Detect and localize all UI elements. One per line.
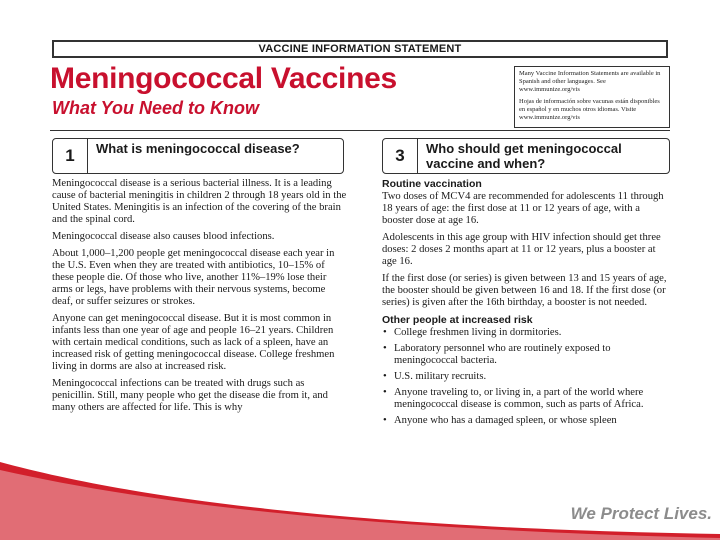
list-item: • U.S. military recruits. — [382, 371, 670, 383]
section-3-body — [382, 178, 670, 431]
list-item: • College freshmen living in dormitories. — [382, 327, 670, 339]
section-1-number: 1 — [53, 139, 88, 173]
increased-risk-heading: Other people at increased risk — [382, 314, 533, 326]
translation-note-spanish: Hojas de información sobre vacunas están disponibles en español y en muchos otros idiomas. Visite www.immunize.org/vis — [519, 98, 660, 121]
section-3-paragraph: Adolescents in this age group with HIV infection should get three doses: 2 doses 2 months apart at 11 or 12 years, plus a booster at age 16. — [382, 232, 661, 267]
document-title: Meningococcal Vaccines — [50, 62, 397, 95]
section-1-title: What is meningococcal disease? — [96, 141, 300, 156]
header-divider — [50, 130, 670, 131]
section-1-paragraph: Meningococcal infections can be treated with drugs such as penicillin. Still, many people who get the disease die from it, and many others are affected for life. This is why — [52, 378, 328, 413]
list-item: • Anyone who has a damaged spleen, or whose spleen — [382, 415, 670, 427]
increased-risk-list — [382, 327, 670, 427]
section-3-title: Who should get meningococcal vaccine and when? — [426, 141, 622, 171]
list-item: • Anyone traveling to, or living in, a part of the world where meningococcal disease is common, such as parts of Africa. — [382, 387, 670, 411]
section-1-paragraph: About 1,000–1,200 people get meningococcal disease each year in the U.S. Even when they are treated with antibiotics, 10–15% of these people die. Of those who live, another 11%–19% lose their arms or legs, have problems with their nervous systems, become deaf, or suffer seizures or strokes. — [52, 248, 335, 307]
section-3-number: 3 — [383, 139, 418, 173]
section-1-paragraph: Anyone can get meningococcal disease. But it is most common in infants less than one year of age and people 16–21 years. Children with certain medical conditions, such as lack of a spleen, have an increased risk of getting meningococcal disease. College freshmen living in dorms are also at increased risk. — [52, 313, 335, 372]
translation-note-english: Many Vaccine Information Statements are available in Spanish and other languages. See www.immunize.org/vis — [519, 70, 661, 93]
routine-vaccination-heading: Routine vaccination — [382, 178, 482, 190]
section-3-paragraph: If the first dose (or series) is given between 13 and 15 years of age, the booster should be given between 16 and 18. If the first dose (or series) is given after the 16th birthday, a booster is not needed. — [382, 273, 667, 308]
section-1-body — [52, 178, 348, 419]
section-1-heading — [52, 138, 344, 174]
vis-document — [50, 38, 670, 470]
list-item: • Laboratory personnel who are routinely exposed to meningococcal bacteria. — [382, 343, 670, 367]
section-3-heading — [382, 138, 670, 174]
translation-note-box — [514, 66, 670, 128]
vis-header-label: VACCINE INFORMATION STATEMENT — [52, 40, 668, 58]
slogan-text: We Protect Lives. — [570, 504, 712, 523]
section-1-paragraph: Meningococcal disease is a serious bacterial illness. It is a leading cause of bacterial meningitis in children 2 through 18 years old in the United States. Meningitis is an infection of the covering of the brain and the spinal cord. — [52, 178, 347, 225]
section-1-paragraph: Meningococcal disease also causes blood infections. — [52, 231, 275, 242]
document-subtitle: What You Need to Know — [52, 98, 259, 118]
section-3-paragraph: Two doses of MCV4 are recommended for adolescents 11 through 18 years of age: the first dose at 11 or 12 years of age, with a booster dose at age 16. — [382, 191, 664, 226]
